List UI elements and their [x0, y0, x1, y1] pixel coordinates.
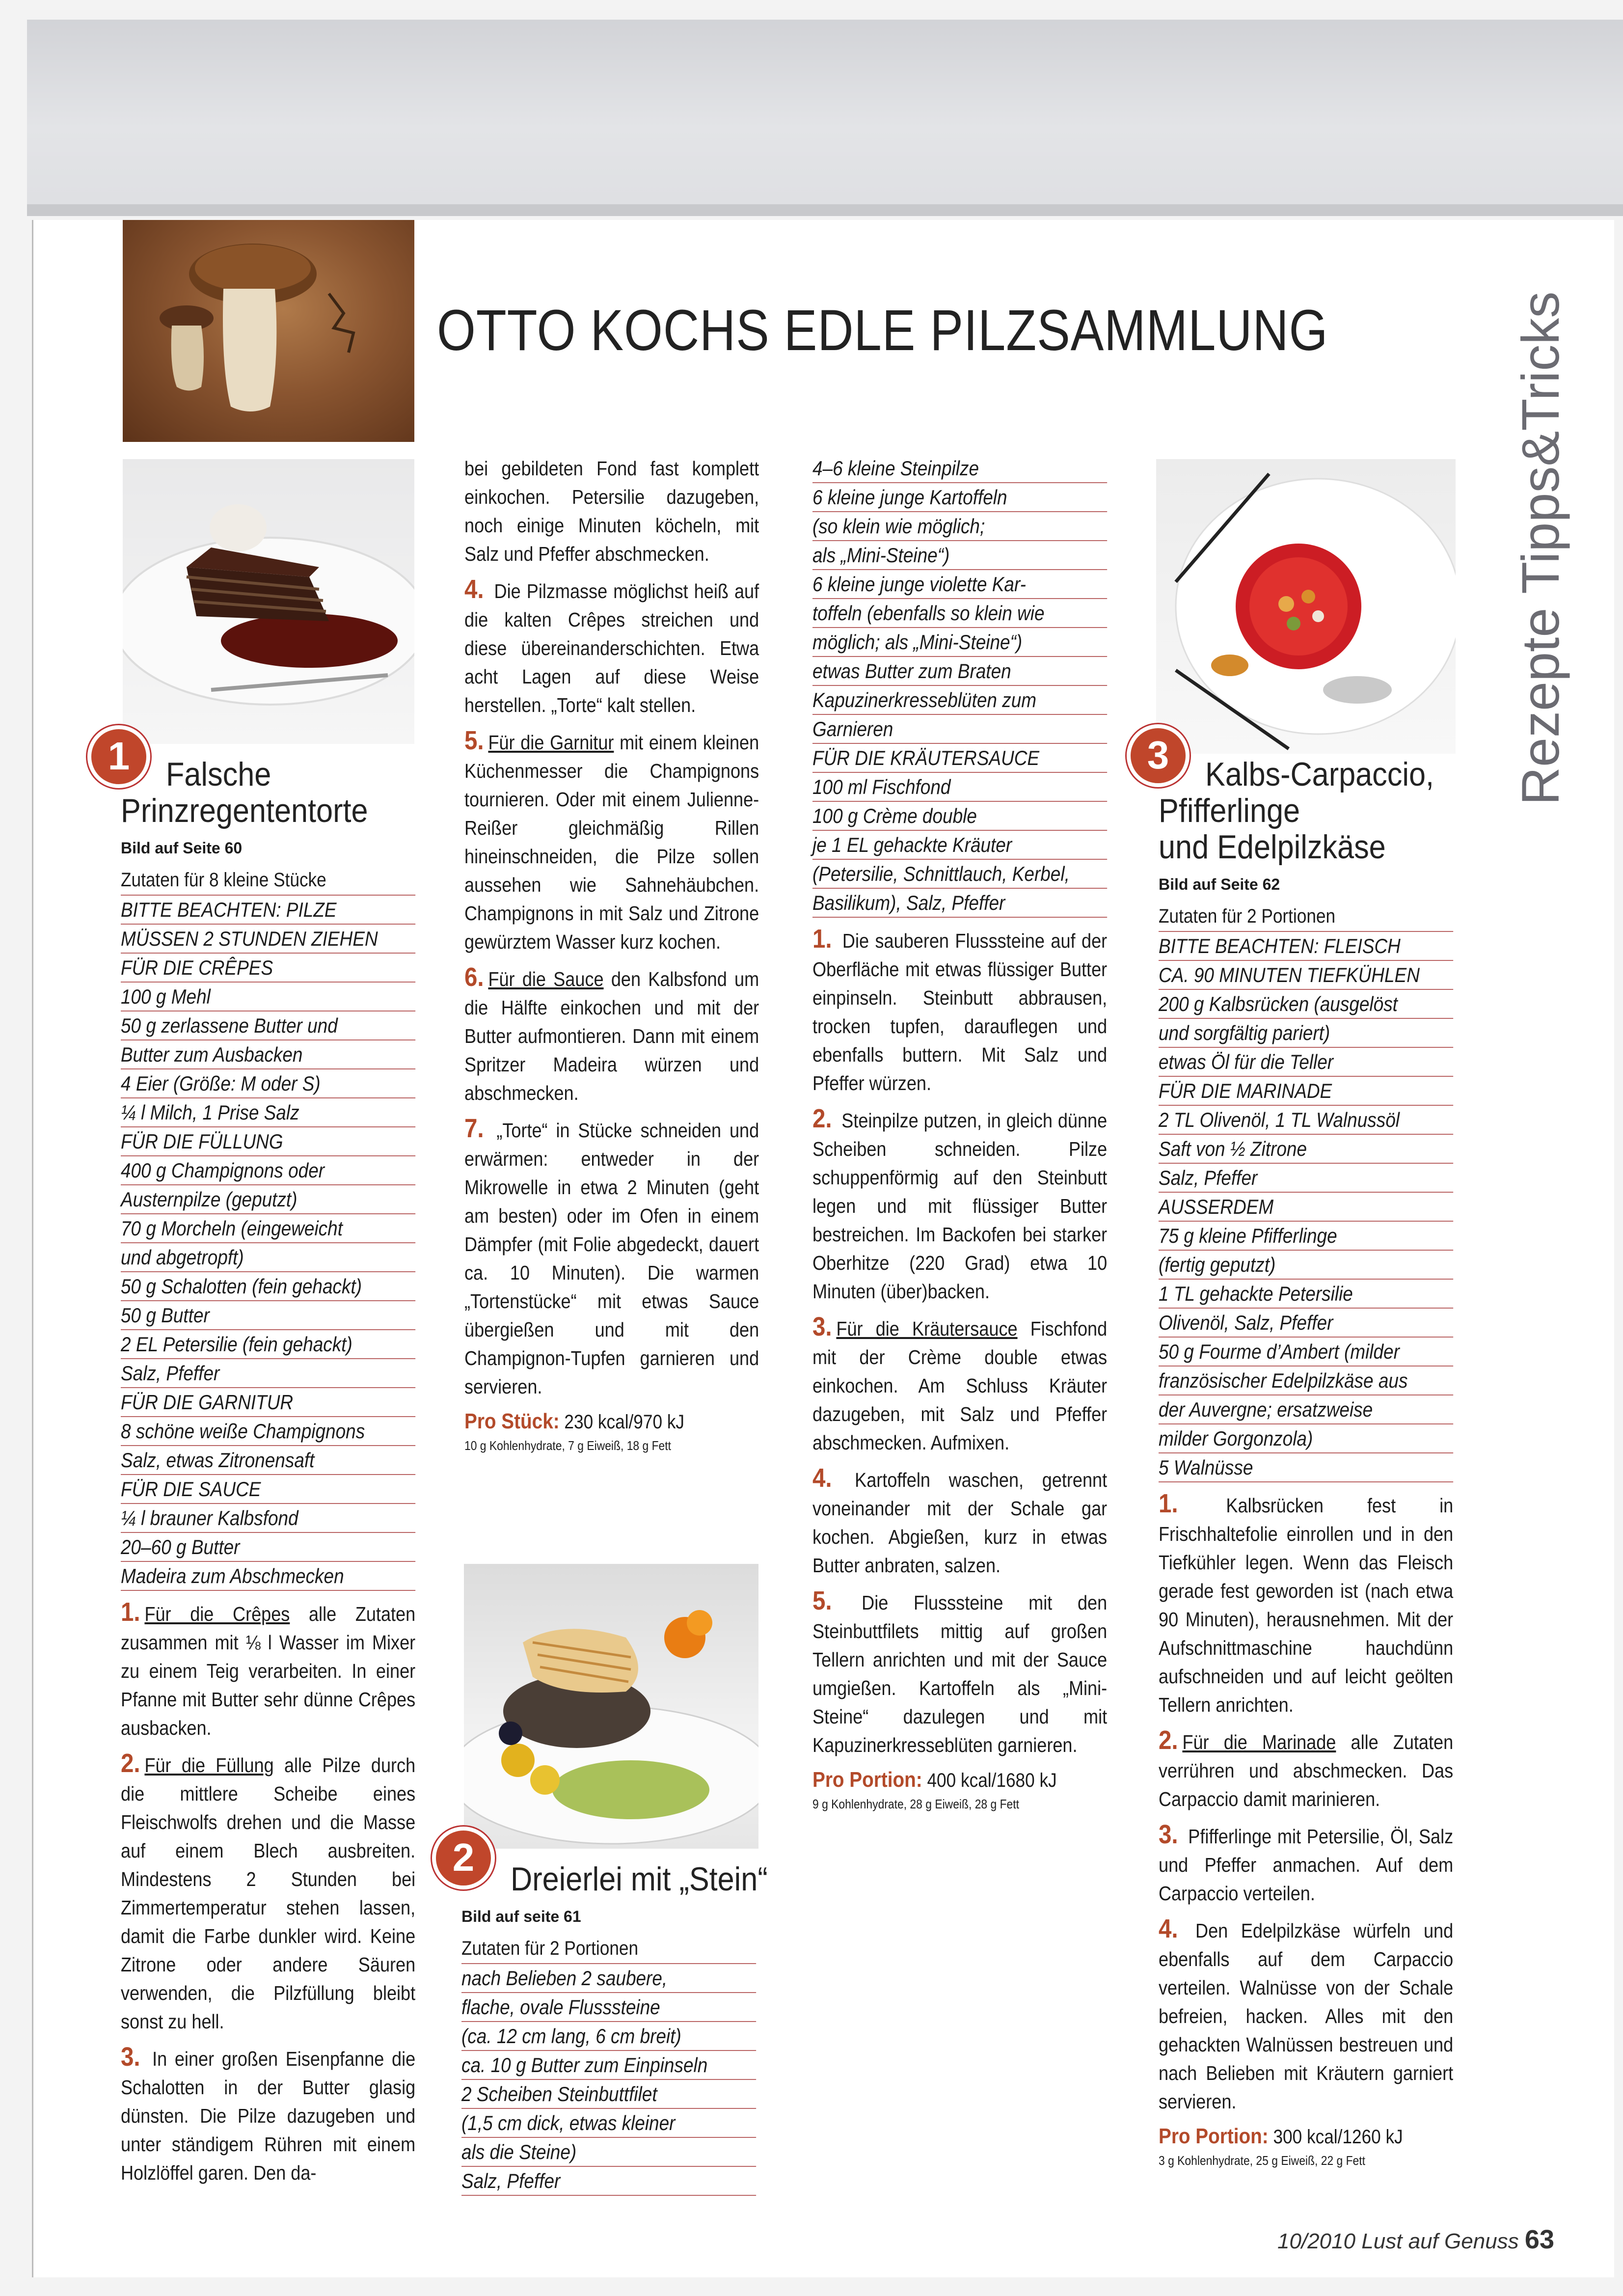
ingredient-line: 200 g Kalbsrücken (ausgelöst — [1159, 990, 1453, 1019]
page-footer — [1277, 2224, 1554, 2255]
ingredient-line: FÜR DIE KRÄUTERSAUCE — [812, 744, 1107, 773]
ingredient-line: je 1 EL gehackte Kräuter — [812, 831, 1107, 860]
ingredient-line: (1,5 cm dick, etwas kleiner — [461, 2109, 756, 2138]
ingredient-line: (Petersilie, Schnittlauch, Kerbel, — [812, 860, 1107, 889]
ingredient-line: FÜR DIE CRÊPES — [121, 954, 415, 983]
column-2 — [464, 454, 759, 1454]
recipe-3-title-line3: und Edelpilzkäse — [1159, 828, 1386, 866]
issue-label: 10/2010 Lust auf Genuss — [1277, 2229, 1519, 2253]
ingredient-line: CA. 90 MINUTEN TIEFKÜHLEN — [1159, 961, 1453, 990]
recipe-2-step: 1. Die sauberen Flusssteine auf der Oberfläche mit etwas flüssiger Butter einpinseln. Steinbutt abbrausen, trocken tupfen, darauflegen und ebenfalls buttern. Mit Salz und Pfeffer würzen. — [812, 924, 1108, 1094]
ingredient-line: 400 g Champignons oder — [121, 1156, 415, 1185]
recipe-1-title-line2: Prinzregententorte — [121, 792, 368, 829]
ingredient-line: 6 kleine junge violette Kar- — [812, 570, 1107, 599]
recipe-2-number-badge: 2 — [432, 1827, 495, 1889]
stone-fish-photo — [464, 1564, 758, 1849]
ingredient-line: 75 g kleine Pfifferlinge — [1159, 1222, 1453, 1251]
recipe-3-step: 2. Für die Marinade alle Zutaten verrühren und abschmecken. Das Carpaccio damit marinieren. — [1159, 1725, 1454, 1810]
recipe-1-number-badge: 1 — [87, 725, 150, 788]
ingredient-line: BITTE BEACHTEN: FLEISCH — [1159, 932, 1453, 961]
section-side-label: Rezepte Tipps&Tricks — [1511, 291, 1570, 805]
page-title: OTTO KOCHS EDLE PILZSAMMLUNG — [437, 298, 1328, 363]
ingredient-line: der Auvergne; ersatzweise — [1159, 1395, 1453, 1424]
recipe-3-step: 4. Den Edelpilzkäse würfeln und ebenfalls auf dem Carpaccio verteilen. Walnüsse von der Schale befreien, hacken. Alles mit den gehackten Walnüssen bestreuen und nach Belieben mit Kräutern garniert servieren. — [1159, 1914, 1454, 2113]
page-number: 63 — [1524, 2225, 1554, 2254]
recipe-2-step: 3. Für die Kräutersauce Fischfond mit der Crème double etwas einkochen. Am Schluss Kräuter dazugeben, mit Salz und Pfeffer abschmecken. Aufmixen. — [812, 1312, 1108, 1454]
recipe-2-header — [461, 1861, 766, 2196]
ingredient-line: als „Mini-Steine“) — [812, 541, 1107, 570]
recipe-2-yield: Zutaten für 2 Portionen — [461, 1934, 756, 1964]
carpaccio-photo — [1156, 459, 1456, 754]
ingredient-line: Garnieren — [812, 715, 1107, 744]
ingredient-line: 4 Eier (Größe: M oder S) — [121, 1069, 415, 1098]
porcini-photo — [123, 220, 414, 442]
ingredient-line: etwas Butter zum Braten — [812, 657, 1107, 686]
recipe-1-nutrition: Pro Stück: 230 kcal/970 kJ 10 g Kohlenhydrate, 7 g Eiweiß, 18 g Fett — [464, 1409, 685, 1453]
ingredient-line: Saft von ½ Zitrone — [1159, 1135, 1453, 1164]
ingredient-line: Butter zum Ausbacken — [121, 1040, 415, 1069]
column-3 — [812, 454, 1107, 1813]
ingredient-line: 100 ml Fischfond — [812, 773, 1107, 802]
ingredient-line: flache, ovale Flusssteine — [461, 1993, 756, 2022]
recipe-3-title-line1: Kalbs-Carpaccio, — [1205, 756, 1434, 793]
recipe-1-step: 7. „Torte“ in Stücke schneiden und erwärmen: entweder in der Mikrowelle in etwa 2 Minuten (geht am besten) oder im Ofen in einem Dämpfer (mit Folie abgedeckt, dauert ca. 10 Minuten). Die warmen „Tortenstücke“ mit etwas Sauce übergießen und mit den Champignon-Tupfen garnieren und servieren. — [464, 1114, 759, 1398]
ingredient-line: Kapuzinerkresseblüten zum — [812, 686, 1107, 715]
ingredient-line: (ca. 12 cm lang, 6 cm breit) — [461, 2022, 756, 2051]
ingredient-line: 8 schöne weiße Champignons — [121, 1417, 415, 1446]
ingredient-line: 50 g Butter — [121, 1301, 415, 1330]
recipe-3-column — [1159, 756, 1463, 2169]
recipe-2-step: 4. Kartoffeln waschen, getrennt voneinander mit der Schale gar kochen. Abgießen, kurz in etwas Butter anbraten, salzen. — [812, 1463, 1108, 1577]
ingredient-line: AUSSERDEM — [1159, 1193, 1453, 1222]
recipe-3-step: 3. Pfifferlinge mit Petersilie, Öl, Salz und Pfeffer anmachen. Auf dem Carpaccio verteilen. — [1159, 1820, 1454, 1905]
recipe-3-picture-ref: Bild auf Seite 62 — [1159, 875, 1280, 893]
ingredient-line: MÜSSEN 2 STUNDEN ZIEHEN — [121, 925, 415, 954]
recipe-1-continuation: bei gebildeten Fond fast komplett einkochen. Petersilie dazugeben, noch einige Minuten köcheln, mit Salz und Pfeffer abschmecken. — [464, 457, 759, 565]
ingredient-line: 5 Walnüsse — [1159, 1453, 1453, 1482]
recipe-1-column — [121, 756, 415, 2187]
recipe-1-title-line1: Falsche — [166, 756, 271, 793]
ingredient-line: Olivenöl, Salz, Pfeffer — [1159, 1309, 1453, 1338]
recipe-2-ingredients — [461, 1964, 756, 2196]
ingredient-line: als die Steine) — [461, 2138, 756, 2167]
recipe-3-ingredients — [1159, 932, 1453, 1482]
recipe-1-yield: Zutaten für 8 kleine Stücke — [121, 866, 415, 896]
recipe-1-step: 2. Für die Füllung alle Pilze durch die mittlere Scheibe eines Fleischwolfs drehen und die Masse auf einem Blech ausbreiten. Mindestens 2 Stunden bei Zimmertemperatur stehen lassen, damit die Farbe dunkler wird. Keine Zitrone oder andere Säuren verwenden, die Pilzfüllung bleibt sonst zu hell. — [121, 1749, 416, 2033]
recipe-3-yield: Zutaten für 2 Portionen — [1159, 902, 1453, 932]
ingredient-line: ca. 10 g Butter zum Einpinseln — [461, 2051, 756, 2080]
ingredient-line: möglich; als „Mini-Steine“) — [812, 628, 1107, 657]
recipe-2-step: 2. Steinpilze putzen, in gleich dünne Scheiben schneiden. Pilze schuppenförmig auf den Steinbutt legen und mit flüssiger Butter bestreichen. Im Backofen bei starker Oberhitze (220 Grad) etwa 10 Minuten (über)backen. — [812, 1104, 1108, 1303]
ingredient-line: 2 EL Petersilie (fein gehackt) — [121, 1330, 415, 1359]
ingredient-line: 100 g Crème double — [812, 802, 1107, 831]
recipe-2-ingredients-continued — [812, 454, 1107, 918]
recipe-2-title: Dreierlei mit „Stein“ — [511, 1860, 768, 1898]
recipe-3-step: 1. Kalbsrücken fest in Frischhaltefolie einrollen und in den Tiefkühler legen. Wenn das Fleisch gerade fest geworden ist (nach etwa 90 Minuten), herausnehmen. Mit der Aufschnittmaschine hauchdünn aufschneiden und auf leicht geölten Tellern anrichten. — [1159, 1489, 1454, 1716]
recipe-1-step: 6. Für die Sauce den Kalbsfond um die Hälfte einkochen und mit der Butter aufmontieren. Dann mit einem Spritzer Madeira würzen und abschmecken. — [464, 962, 759, 1104]
ingredient-line: 50 g Schalotten (fein gehackt) — [121, 1272, 415, 1301]
ingredient-line: FÜR DIE MARINADE — [1159, 1077, 1453, 1106]
recipe-2-step: 5. Die Flusssteine mit den Steinbuttfilets mittig auf großen Tellern anrichten und mit der Sauce umgießen. Kartoffeln als „Mini-Steine“ dazulegen und mit Kapuzinerkresseblüten garnieren. — [812, 1586, 1108, 1756]
ingredient-line: 100 g Mehl — [121, 983, 415, 1011]
recipe-1-step: 5. Für die Garnitur mit einem kleinen Küchenmesser die Champignons tournieren. Oder mit einem Julienne-Reißer gleichmäßig Rillen hineinschneiden, die Pilze sollen aussehen wie Sahnehäubchen. Champignons in mit Salz und Zitrone gewürztem Wasser kurz kochen. — [464, 726, 759, 953]
ingredient-line: Austernpilze (geputzt) — [121, 1185, 415, 1214]
ingredient-line: 4–6 kleine Steinpilze — [812, 454, 1107, 483]
recipe-1-ingredients — [121, 896, 415, 1591]
ingredient-line: Salz, etwas Zitronensaft — [121, 1446, 415, 1475]
ingredient-line: Salz, Pfeffer — [1159, 1164, 1453, 1193]
ingredient-line: 50 g Fourme d’Ambert (milder — [1159, 1338, 1453, 1367]
ingredient-line: nach Belieben 2 saubere, — [461, 1964, 756, 1993]
ingredient-line: ¼ l Milch, 1 Prise Salz — [121, 1098, 415, 1127]
ingredient-line: BITTE BEACHTEN: PILZE — [121, 896, 415, 925]
recipe-3-nutrition: Pro Portion: 300 kcal/1260 kJ 3 g Kohlenhydrate, 25 g Eiweiß, 22 g Fett — [1159, 2124, 1403, 2168]
ingredient-line: Basilikum), Salz, Pfeffer — [812, 889, 1107, 918]
ingredient-line: etwas Öl für die Teller — [1159, 1048, 1453, 1077]
recipe-2-picture-ref: Bild auf seite 61 — [461, 1908, 581, 1925]
recipe-3-title-line2: Pfifferlinge — [1159, 792, 1300, 829]
recipe-1-step: 4. Die Pilzmasse möglichst heiß auf die kalten Crêpes streichen und diese übereinanderschichten. Etwa acht Lagen auf diese Weise herstellen. „Torte“ kalt stellen. — [464, 574, 759, 716]
ingredient-line: toffeln (ebenfalls so klein wie — [812, 599, 1107, 628]
ingredient-line: 70 g Morcheln (eingeweicht — [121, 1214, 415, 1243]
ingredient-line: FÜR DIE GARNITUR — [121, 1388, 415, 1417]
ingredient-line: (so klein wie möglich; — [812, 512, 1107, 541]
ingredient-line: (fertig geputzt) — [1159, 1251, 1453, 1280]
ingredient-line: FÜR DIE SAUCE — [121, 1475, 415, 1504]
ingredient-line: 50 g zerlassene Butter und — [121, 1011, 415, 1040]
ingredient-line: Salz, Pfeffer — [121, 1359, 415, 1388]
recipe-3-number-badge: 3 — [1127, 724, 1190, 787]
ingredient-line: 1 TL gehackte Petersilie — [1159, 1280, 1453, 1309]
ingredient-line: 20–60 g Butter — [121, 1533, 415, 1562]
recipe-1-step: 1. Für die Crêpes alle Zutaten zusammen mit ⅛ l Wasser im Mixer zu einem Teig verarbeiten. In einer Pfanne mit Butter sehr dünne Crêpes ausbacken. — [121, 1597, 416, 1739]
ingredient-line: Madeira zum Abschmecken — [121, 1562, 415, 1591]
top-margin-band — [27, 20, 1623, 216]
ingredient-line: 2 TL Olivenöl, 1 TL Walnussöl — [1159, 1106, 1453, 1135]
ingredient-line: ¼ l brauner Kalbsfond — [121, 1504, 415, 1533]
torte-photo — [123, 459, 414, 744]
recipe-1-step: 3. In einer großen Eisenpfanne die Schalotten in der Butter glasig dünsten. Die Pilze dazugeben und unter ständigem Rühren mit einem Holzlöffel garen. Den da- — [121, 2042, 416, 2184]
ingredient-line: französischer Edelpilzkäse aus — [1159, 1367, 1453, 1395]
ingredient-line: Salz, Pfeffer — [461, 2167, 756, 2196]
recipe-1-picture-ref: Bild auf Seite 60 — [121, 839, 243, 857]
ingredient-line: milder Gorgonzola) — [1159, 1424, 1453, 1453]
ingredient-line: FÜR DIE FÜLLUNG — [121, 1127, 415, 1156]
recipe-2-nutrition: Pro Portion: 400 kcal/1680 kJ 9 g Kohlenhydrate, 28 g Eiweiß, 28 g Fett — [812, 1768, 1057, 1811]
ingredient-line: 2 Scheiben Steinbuttfilet — [461, 2080, 756, 2109]
ingredient-line: 6 kleine junge Kartoffeln — [812, 483, 1107, 512]
ingredient-line: und abgetropft) — [121, 1243, 415, 1272]
ingredient-line: und sorgfältig pariert) — [1159, 1019, 1453, 1048]
